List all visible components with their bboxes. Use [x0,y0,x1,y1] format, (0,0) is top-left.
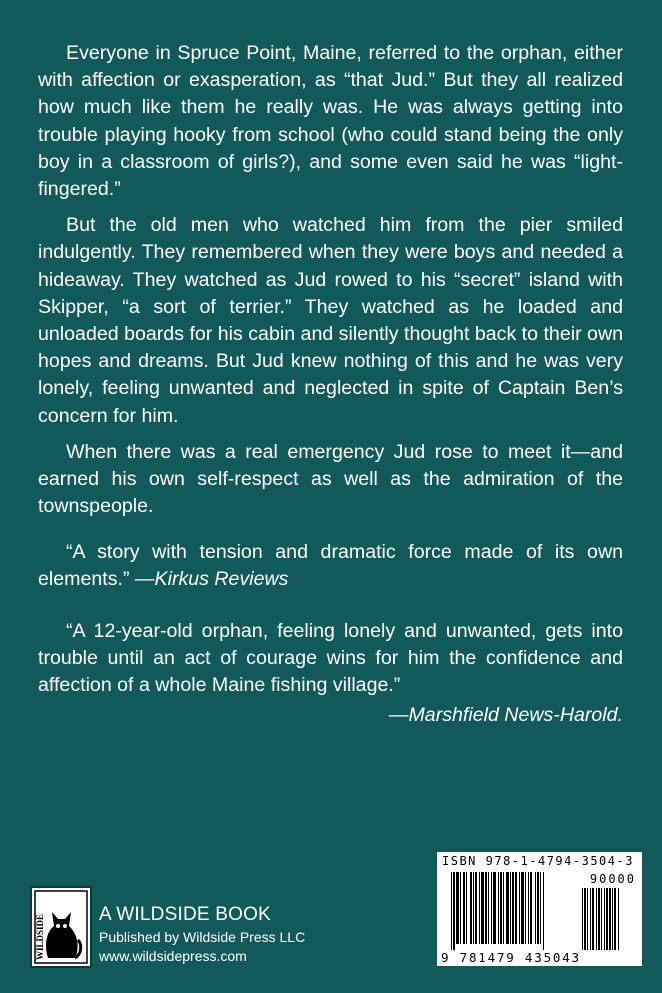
isbn-label: ISBN 978-1-4794-3504-3 [442,854,634,868]
review-source: Marshfield News-Harold. [408,703,623,726]
price-code: 90000 [589,872,636,886]
description-paragraph-3: When there was a real emergency Jud rose to meet it—and earned his own self-respect as well as the admiration of the townspeople. [38,440,623,518]
description-paragraph-1: Everyone in Spruce Point, Maine, referred to the orphan, either with affection or exasperation, as “that Jud.” But they all realized how much like them he really was. He was always getting into trouble playing hooky from school (who could stand being the only boy in a classroom of girls?), and some even said he was “light-fingered.” [38,42,623,201]
back-cover-description [38,40,623,520]
review-kirkus [38,539,623,593]
imprint-title: A WILDSIDE BOOK [99,904,271,925]
ean-digits: 9 781479 435043 [441,950,581,965]
published-by: Published by Wildside Press LLC [99,929,306,945]
description-paragraph-2: But the old men who watched him from the pier smiled indulgently. They remembered when they were boys and needed a hideaway. They watched as Jud rowed to his “secret” island with Skipper, “a sort of terrier.” They watched as he loaded and unloaded boards for his cabin and silently thought back to their own hopes and dreams. But Jud knew nothing of this and he was very lonely, feeling unwanted and neglected in spite of Captain Ben’s concern for him. [38,214,623,427]
isbn-barcode [437,852,642,966]
review-attribution [38,702,623,729]
review-marshfield [38,618,623,729]
logo-text: WILDSIDE [35,913,45,960]
attribution-dash: — [388,703,409,726]
publisher-website: www.wildsidepress.com [99,948,247,964]
review-source: Kirkus Reviews [154,568,289,591]
barcode-bars-icon [437,852,642,966]
review-quote: “A story with tension and dramatic force made of its own elements.” — [38,541,623,591]
wildside-cat-logo-icon [30,886,92,968]
review-quote: “A 12-year-old orphan, feeling lonely and unwanted, gets into trouble until an act of courage wins for him the confidence and affection of a whole Maine fishing village.” [38,620,623,697]
publisher-imprint [99,904,305,966]
